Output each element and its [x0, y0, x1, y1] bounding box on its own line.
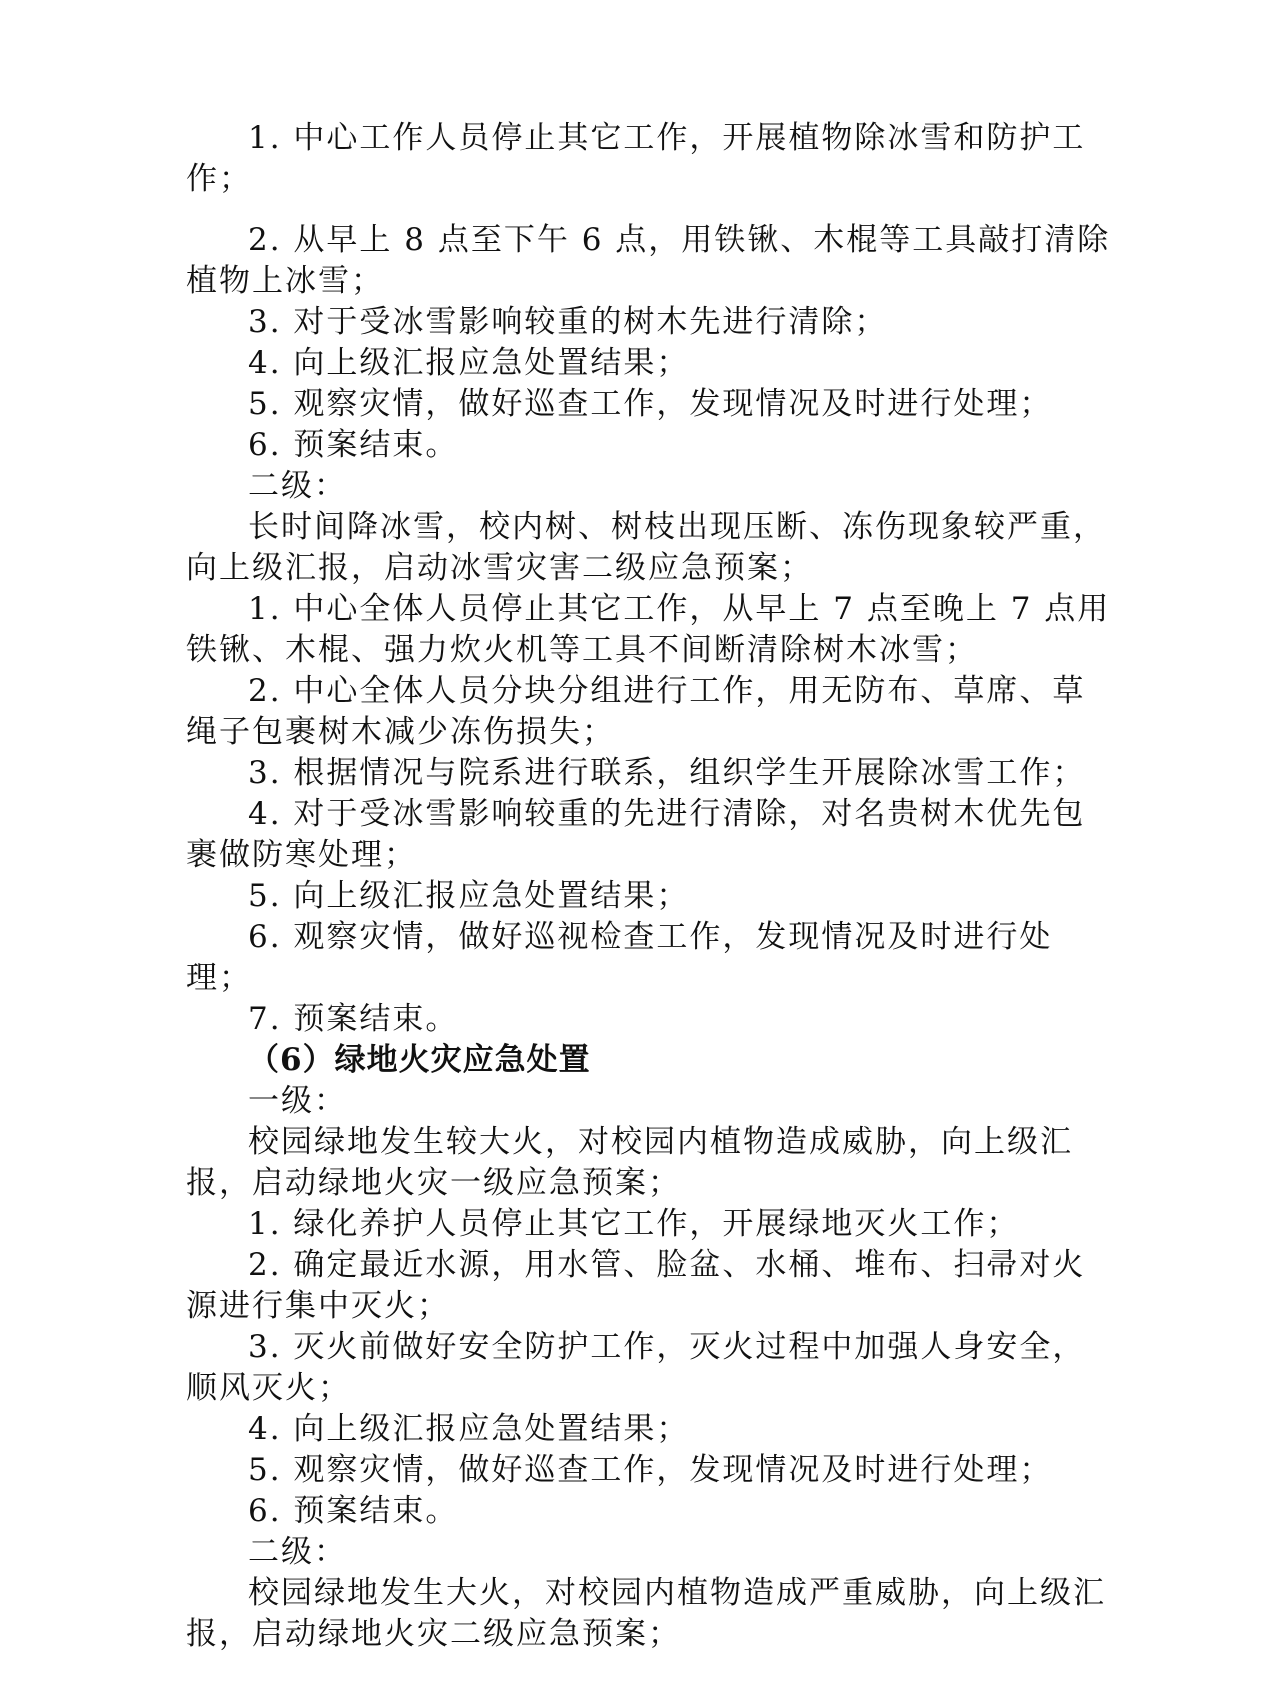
level-two-step-6: 6. 观察灾情，做好巡视检查工作，发现情况及时进行处理； [186, 919, 1053, 996]
level-two-step-3: 3. 根据情况与院系进行联系，组织学生开展除冰雪工作； [248, 755, 1086, 791]
step-1-stop-work: 1. 中心工作人员停止其它工作，开展植物除冰雪和防护工作； [186, 120, 1086, 197]
fire-step-2: 2. 确定最近水源，用水管、脸盆、水桶、堆布、扫帚对火源进行集中灭火； [186, 1247, 1086, 1324]
step-6-end: 6. 预案结束。 [248, 427, 459, 463]
fire-level-two-description: 校园绿地发生大火，对校园内植物造成严重威胁，向上级汇报，启动绿地火灾二级应急预案； [186, 1575, 1106, 1652]
fire-level-one-label: 一级： [248, 1083, 347, 1119]
level-two-step-1: 1. 中心全体人员停止其它工作，从早上 7 点至晚上 7 点用铁锹、木棍、强力炊火机等工具不间断清除树木冰雪； [186, 591, 1111, 668]
fire-level-two-label: 二级： [248, 1534, 347, 1570]
step-4-report: 4. 向上级汇报应急处置结果； [248, 345, 690, 381]
level-two-label: 二级： [248, 468, 347, 504]
fire-step-6: 6. 预案结束。 [248, 1493, 459, 1529]
step-3-priority-trees: 3. 对于受冰雪影响较重的树木先进行清除； [248, 304, 888, 340]
fire-step-3: 3. 灭火前做好安全防护工作，灭火过程中加强人身安全，顺风灭火； [186, 1329, 1086, 1406]
step-5-observe: 5. 观察灾情，做好巡查工作，发现情况及时进行处理； [248, 386, 1053, 422]
level-two-step-2: 2. 中心全体人员分块分组进行工作，用无防布、草席、草绳子包裹树木减少冻伤损失； [186, 673, 1086, 750]
fire-step-4: 4. 向上级汇报应急处置结果； [248, 1411, 690, 1447]
document-body [186, 118, 1116, 1655]
step-2-clear-snow: 2. 从早上 8 点至下午 6 点，用铁锹、木棍等工具敲打清除植物上冰雪； [186, 222, 1111, 299]
level-two-description: 长时间降冰雪，校内树、树枝出现压断、冻伤现象较严重，向上级汇报，启动冰雪灾害二级应急预案； [186, 509, 1106, 586]
level-two-step-7: 7. 预案结束。 [248, 1001, 459, 1037]
level-two-step-5: 5. 向上级汇报应急处置结果； [248, 878, 690, 914]
fire-step-1: 1. 绿化养护人员停止其它工作，开展绿地灭火工作； [248, 1206, 1020, 1242]
level-two-step-4: 4. 对于受冰雪影响较重的先进行清除，对名贵树木优先包裹做防寒处理； [186, 796, 1086, 873]
section-heading-fire: （6）绿地火灾应急处置 [248, 1042, 591, 1078]
fire-level-one-description: 校园绿地发生较大火，对校园内植物造成威胁，向上级汇报，启动绿地火灾一级应急预案； [186, 1124, 1073, 1201]
fire-step-5: 5. 观察灾情，做好巡查工作，发现情况及时进行处理； [248, 1452, 1053, 1488]
